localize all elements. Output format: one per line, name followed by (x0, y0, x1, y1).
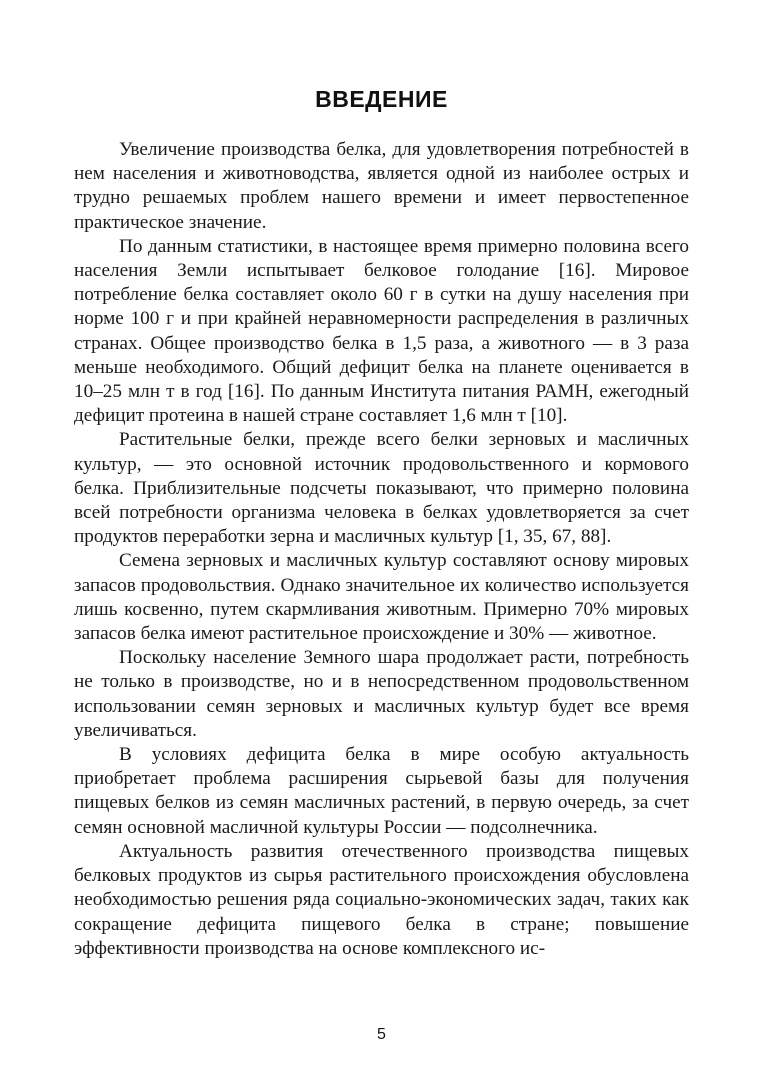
paragraph-seed-reserves: Семена зерновых и масличных культур составляют основу мировых запасов продовольствия. Однако значительное их количество используется лишь косвенно, путем скармливания животным. Примерно 70% мировых запасов белка имеют растительное происхождение и 30% — животное. (74, 550, 689, 645)
paragraph-plant-proteins: Растительные белки, прежде всего белки зерновых и масличных культур, — это основной источник продовольственного и кормового белка. Приблизительные подсчеты показывают, что примерно половина всей потребности организма человека в белках удовлетворяется за счет продуктов переработки зерна и масличных культур [1, 35, 67, 88]. (74, 429, 689, 548)
paragraph-intro: Увеличение производства белка, для удовлетворения потребностей в нем населения и животноводства, является одной из наиболее острых и трудно решаемых проблем нашего времени и имеет первостепенное практическое значение. (74, 139, 689, 233)
paragraph-relevance: Актуальность развития отечественного производства пищевых белковых продуктов из сырья растительного происхождения обусловлена необходимостью решения ряда социально-экономических задач, таких как сокращение дефицита пищевого белка в стране; повышение эффективности производства на основе комплексного ис- (74, 840, 689, 959)
paragraph-sunflower: В условиях дефицита белка в мире особую актуальность приобретает проблема расширения сырьевой базы для получения пищевых белков из семян масличных растений, в первую очередь, за счет семян основной масличной культуры России — подсолнечника. (74, 744, 689, 838)
page-number: 5 (377, 1026, 386, 1043)
paragraph-statistics: По данным статистики, в настоящее время примерно половина всего населения Земли испытывает белковое голодание [16]. Мировое потребление белка составляет около 60 г в сутки на душу населения при норме 100 г и при крайней неравномерности распределения в различных странах. Общее производство белка в 1,5 раза, а животного — в 3 раза меньше необходимого. Общий дефицит белка на планете оценивается в 10–25 млн т в год [16]. По данным Института питания РАМН, ежегодный дефицит протеина в нашей стране составляет 1,6 млн т [10]. (74, 235, 689, 427)
paragraph-population-growth: Поскольку население Земного шара продолжает расти, потребность не только в производстве, но и в непосредственном продовольственном использовании семян зерновых и масличных культур будет все время увеличиваться. (74, 647, 689, 741)
chapter-heading: ВВЕДЕНИЕ (315, 86, 448, 112)
body-text (74, 138, 689, 961)
